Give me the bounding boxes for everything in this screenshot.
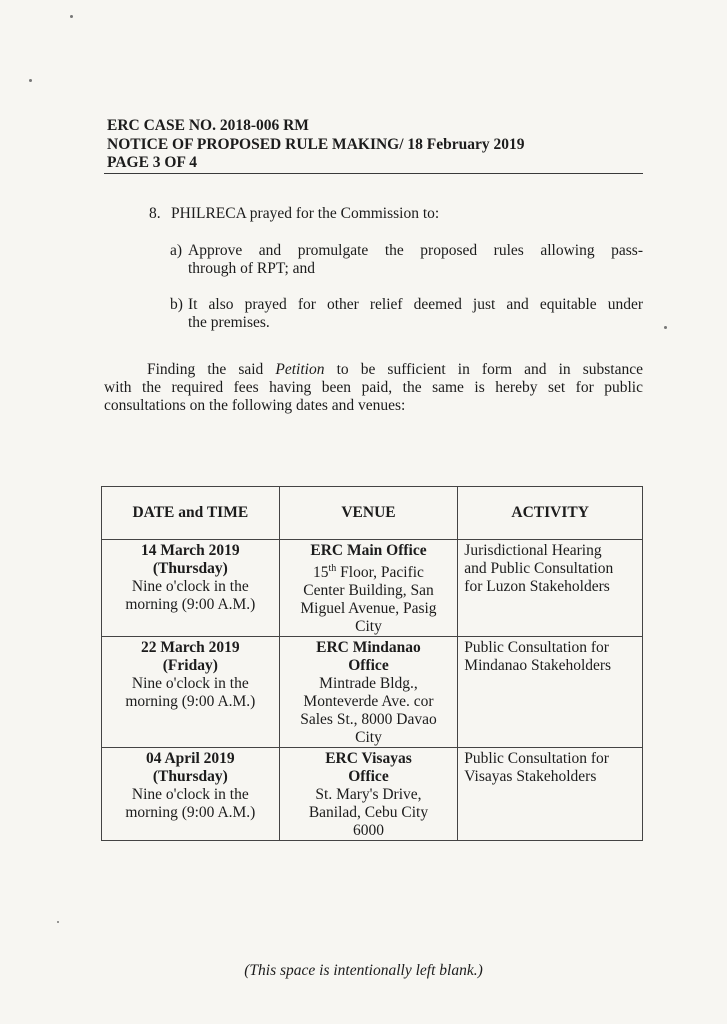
schedule-table <box>101 486 643 841</box>
activity-cell <box>458 748 643 841</box>
venue-cell <box>279 540 458 637</box>
subitem-line: the premises. <box>188 314 270 331</box>
date-cell <box>102 540 280 637</box>
venue-line: Sales St., 8000 Davao <box>300 711 437 729</box>
activity-line: Visayas Stakeholders <box>464 768 597 786</box>
blank-space-note: (This space is intentionally left blank.) <box>244 962 483 979</box>
venue-line: City <box>355 618 382 636</box>
subitem-line: through of RPT; and <box>188 260 316 277</box>
subitem-label: a) <box>170 242 183 259</box>
venue-line: Center Building, San <box>303 582 434 600</box>
time-line: Nine o'clock in the <box>131 578 249 595</box>
date: 22 March 2019 <box>140 639 240 657</box>
notice-title: NOTICE OF PROPOSED RULE MAKING/ 18 February 2019 <box>107 136 525 153</box>
date-cell <box>102 748 280 841</box>
time-line: morning (9:00 A.M.) <box>125 804 256 822</box>
case-number: ERC CASE NO. 2018-006 RM <box>107 117 309 134</box>
date: 04 April 2019 <box>145 750 235 768</box>
venue-line: Miguel Avenue, Pasig <box>300 600 437 618</box>
subitem-line: It also prayed for other relief deemed just and equitable under <box>188 296 643 313</box>
activity-line: Mindanao Stakeholders <box>464 657 612 675</box>
scan-speck <box>70 15 73 18</box>
table-row <box>102 748 643 841</box>
scan-speck <box>29 79 32 82</box>
venue-line: Mintrade Bldg., <box>319 675 418 693</box>
venue-line: Monteverde Ave. cor <box>303 693 434 711</box>
venue-name: ERC Main Office <box>310 542 427 559</box>
item-text: PHILRECA prayed for the Commission to: <box>171 205 440 222</box>
weekday: (Thursday) <box>152 560 228 577</box>
venue-line <box>280 560 458 582</box>
venue-line: Banilad, Cebu City <box>308 804 429 822</box>
paragraph-text: to be sufficient in form and in substance <box>324 361 643 378</box>
activity-cell <box>458 540 643 637</box>
scan-speck <box>57 921 59 923</box>
venue-cell <box>279 637 458 748</box>
time-line: Nine o'clock in the <box>131 675 249 693</box>
scan-speck <box>664 326 667 329</box>
date: 14 March 2019 <box>140 542 240 559</box>
venue-name: Office <box>348 768 389 786</box>
finding-paragraph <box>104 361 643 415</box>
time-line: Nine o'clock in the <box>131 786 249 804</box>
venue-line: 6000 <box>352 822 384 840</box>
activity-line: for Luzon Stakeholders <box>464 578 610 595</box>
floor-label: Floor, Pacific <box>340 564 424 582</box>
paragraph-line: with the required fees having been paid, the same is hereby set for public <box>104 379 643 396</box>
table-row <box>102 637 643 748</box>
subitem-line: Approve and promulgate the proposed rules allowing pass- <box>188 242 643 259</box>
subitem-text <box>188 296 643 332</box>
activity-cell <box>458 637 643 748</box>
column-header-activity: ACTIVITY <box>458 487 643 540</box>
venue-name: Office <box>348 657 389 675</box>
subitem-label: b) <box>170 296 183 313</box>
activity-line: Public Consultation for <box>464 750 609 768</box>
activity-line: Public Consultation for <box>464 639 609 657</box>
activity-line: Jurisdictional Hearing <box>464 542 602 559</box>
table-row <box>102 540 643 637</box>
column-header-venue: VENUE <box>279 487 458 540</box>
paragraph-line: consultations on the following dates and venues: <box>104 397 406 414</box>
venue-cell <box>279 748 458 841</box>
floor-number: 15 <box>313 564 329 582</box>
venue-line: City <box>355 729 382 747</box>
page-number: PAGE 3 OF 4 <box>107 154 197 171</box>
venue-line: St. Mary's Drive, <box>315 786 422 804</box>
venue-name: ERC Mindanao <box>316 639 421 657</box>
petition-term: Petition <box>275 361 325 378</box>
weekday: (Friday) <box>162 657 218 675</box>
table-header-row <box>102 487 643 540</box>
subitem-text <box>188 242 643 278</box>
paragraph-line <box>104 361 643 379</box>
time-line: morning (9:00 A.M.) <box>125 693 256 711</box>
paragraph-text: Finding the said <box>147 361 276 378</box>
date-cell <box>102 637 280 748</box>
weekday: (Thursday) <box>152 768 228 786</box>
venue-name: ERC Visayas <box>325 750 412 768</box>
item-number: 8. <box>149 205 161 222</box>
header-divider <box>104 173 643 174</box>
column-header-date: DATE and TIME <box>102 487 280 540</box>
ordinal-suffix: th <box>328 563 337 574</box>
time-line: morning (9:00 A.M.) <box>125 596 256 613</box>
activity-line: and Public Consultation <box>464 560 614 577</box>
